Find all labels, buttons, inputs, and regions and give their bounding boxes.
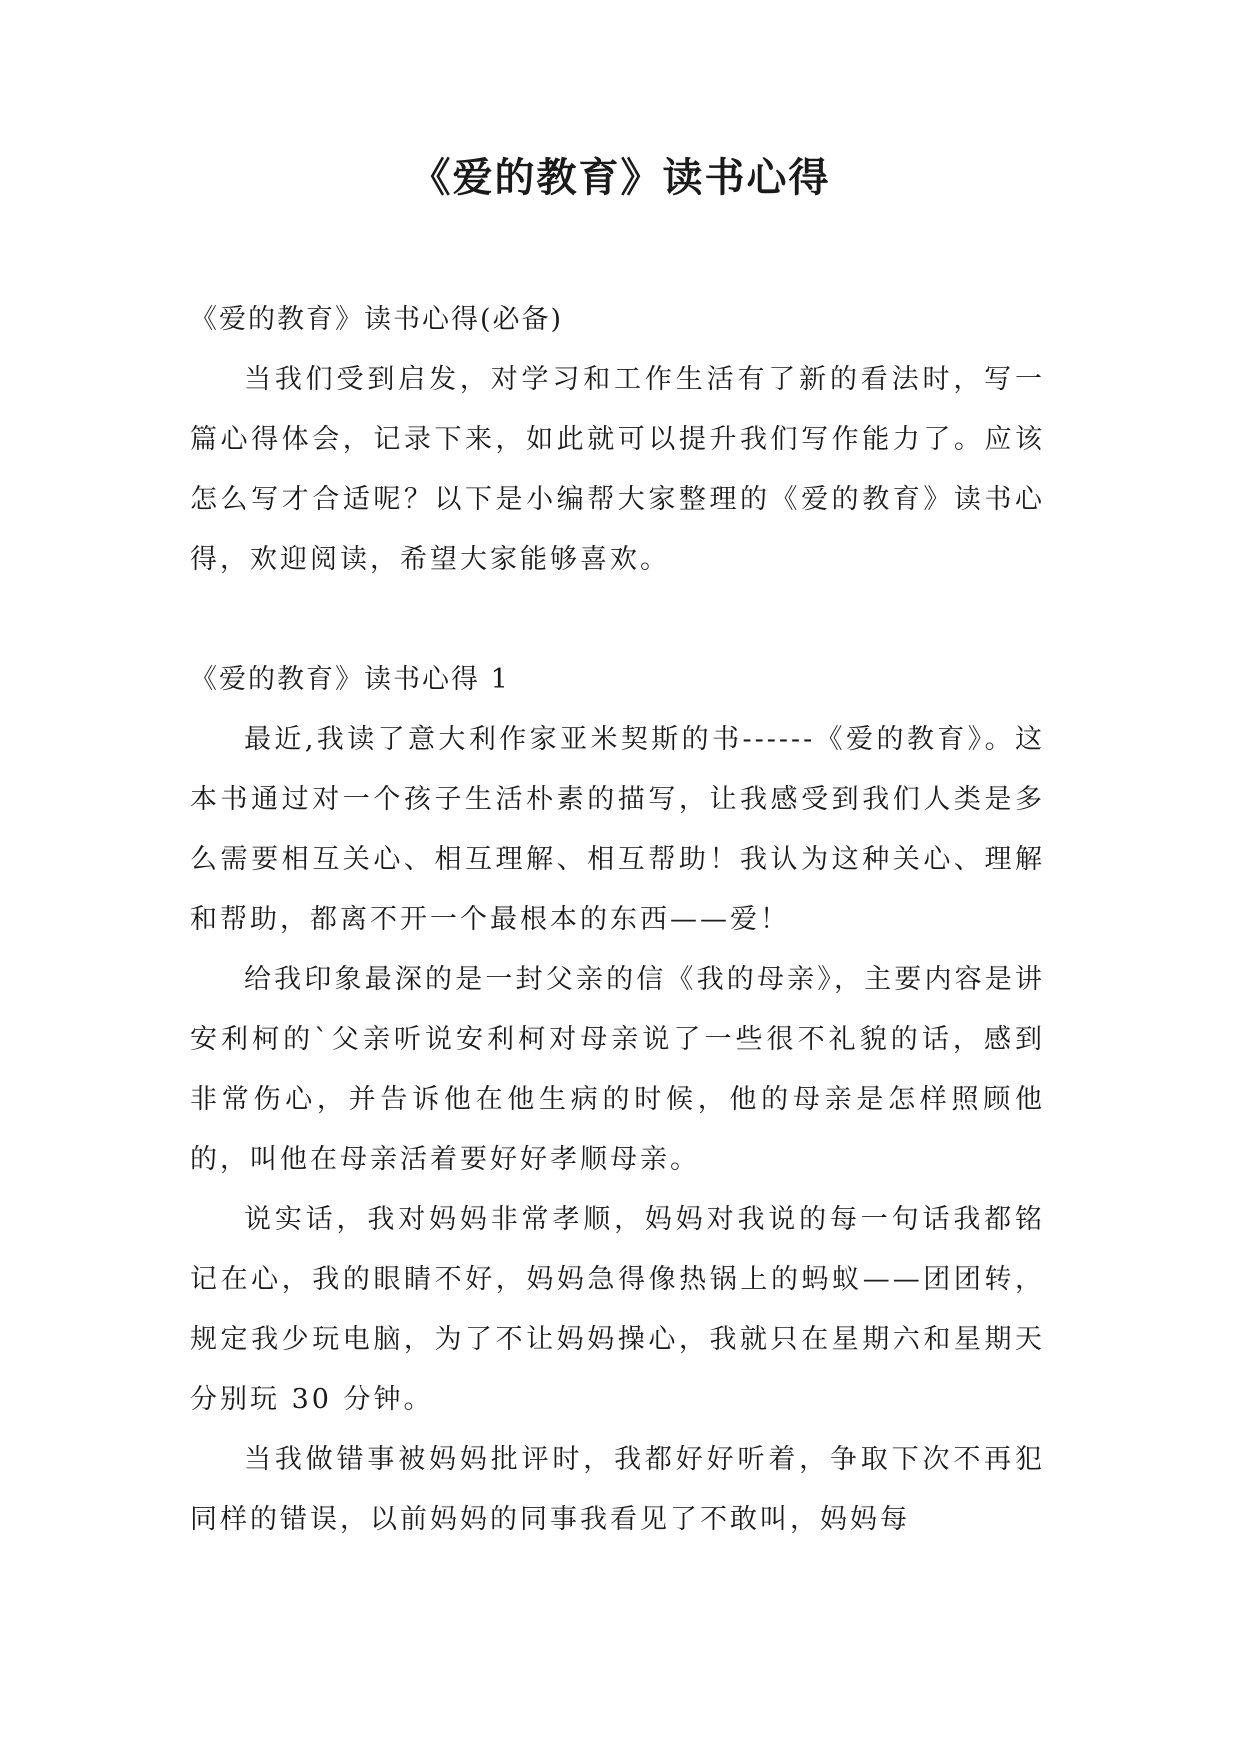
body-paragraph: 最近,我读了意大利作家亚米契斯的书------《爱的教育》。这本书通过对一个孩子生活朴素的描写，让我感受到我们人类是多么需要相互关心、相互理解、相互帮助！我认为这种关心、理解和帮助，都离不开一个最根本的东西——爱！: [190, 724, 1045, 935]
document-title: 《爱的教育》读书心得: [410, 155, 831, 201]
section-spacer: [190, 590, 1045, 650]
intro-heading: 《爱的教育》读书心得(必备): [190, 304, 564, 335]
intro-paragraph: 当我们受到启发，对学习和工作生活有了新的看法时，写一篇心得体会，记录下来，如此就可以提升我们写作能力了。应该怎么写才合适呢？以下是小编帮大家整理的《爱的教育》读书心得，欢迎阅读，希望大家能够喜欢。: [190, 364, 1045, 575]
document-body: [190, 290, 1045, 1550]
body-paragraph: 当我做错事被妈妈批评时，我都好好听着，争取下次不再犯同样的错误，以前妈妈的同事我看见了不敢叫，妈妈每: [190, 1444, 1045, 1535]
body-paragraph: 给我印象最深的是一封父亲的信《我的母亲》，主要内容是讲安利柯的`父亲听说安利柯对母亲说了一些很不礼貌的话，感到非常伤心，并告诉他在他生病的时候，他的母亲是怎样照顾他的，叫他在母亲活着要好好孝顺母亲。: [190, 964, 1045, 1175]
section-heading: 《爱的教育》读书心得 1: [190, 664, 510, 695]
body-paragraph: 说实话，我对妈妈非常孝顺，妈妈对我说的每一句话我都铭记在心，我的眼睛不好，妈妈急得像热锅上的蚂蚁——团团转，规定我少玩电脑，为了不让妈妈操心，我就只在星期六和星期天分别玩 30 分钟。: [190, 1204, 1045, 1415]
